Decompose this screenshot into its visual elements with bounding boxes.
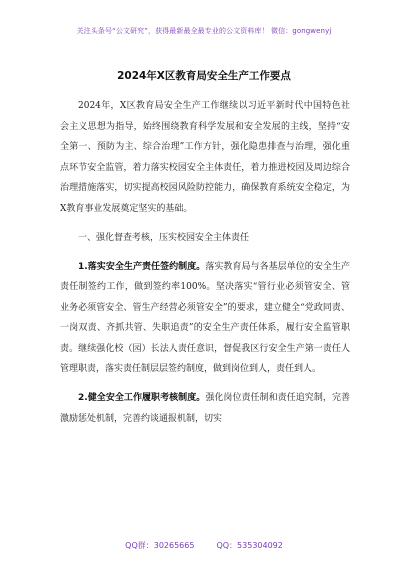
item-paragraph-2 — [60, 388, 350, 429]
footer-qq: QQ：535304092 — [216, 541, 283, 550]
item-2-lead: 2.健全安全工作履职考核制度。 — [78, 393, 206, 403]
document-body — [60, 96, 350, 438]
footer-qq-group: QQ群：30265665 — [125, 541, 195, 550]
item-1-text: 落实教育局与各基层单位的安全生产责任制签约工作，做到签约率100%。坚决落实“管行业必须管安全、管业务必须管安全、管生产经营必须管安全”的要求，建立健全“党政同责、一岗双责、齐抓共管、失职追责”的安全生产责任体系，履行安全监管职责。继续强化校（园）长法人责任意识，督促我区行安全生产第一责任人管理职责，落实责任制层层签约制度，做到岗位到人，责任到人。 — [60, 261, 350, 374]
footer-contact — [0, 540, 408, 551]
document-title: 2024年X区教育局安全生产工作要点 — [117, 70, 291, 82]
item-1-lead: 1.落实安全生产责任签约制度。 — [78, 261, 206, 272]
intro-paragraph: 2024年，X区教育局安全生产工作继续以习近平新时代中国特色社会主义思想为指导，始终围绕教育科学发展和安全发展的主线，坚持“安全第一、预防为主、综合治理”工作方针，强化隐患排查与治理，强化重点环节安全监管，着力落实校园安全主体责任，着力推进校园及周边综合治理措施落实，切实提高校园风险防控能力，确保教育系统安全稳定，为X教育事业发展奠定坚实的基础。 — [60, 101, 350, 214]
item-2-text: 强化岗位责任制和责任追究制，完善激励惩处机制，完善约谈通报机制，切实 — [60, 393, 350, 424]
header-promo-note: 关注头条号“公文研究”，获得最新最全最专业的公文资料库！ 微信：gongwenyj — [76, 27, 332, 35]
section-heading-1: 一、强化督查考核，压实校园安全主体责任 — [78, 232, 250, 243]
item-paragraph-1 — [60, 257, 350, 380]
